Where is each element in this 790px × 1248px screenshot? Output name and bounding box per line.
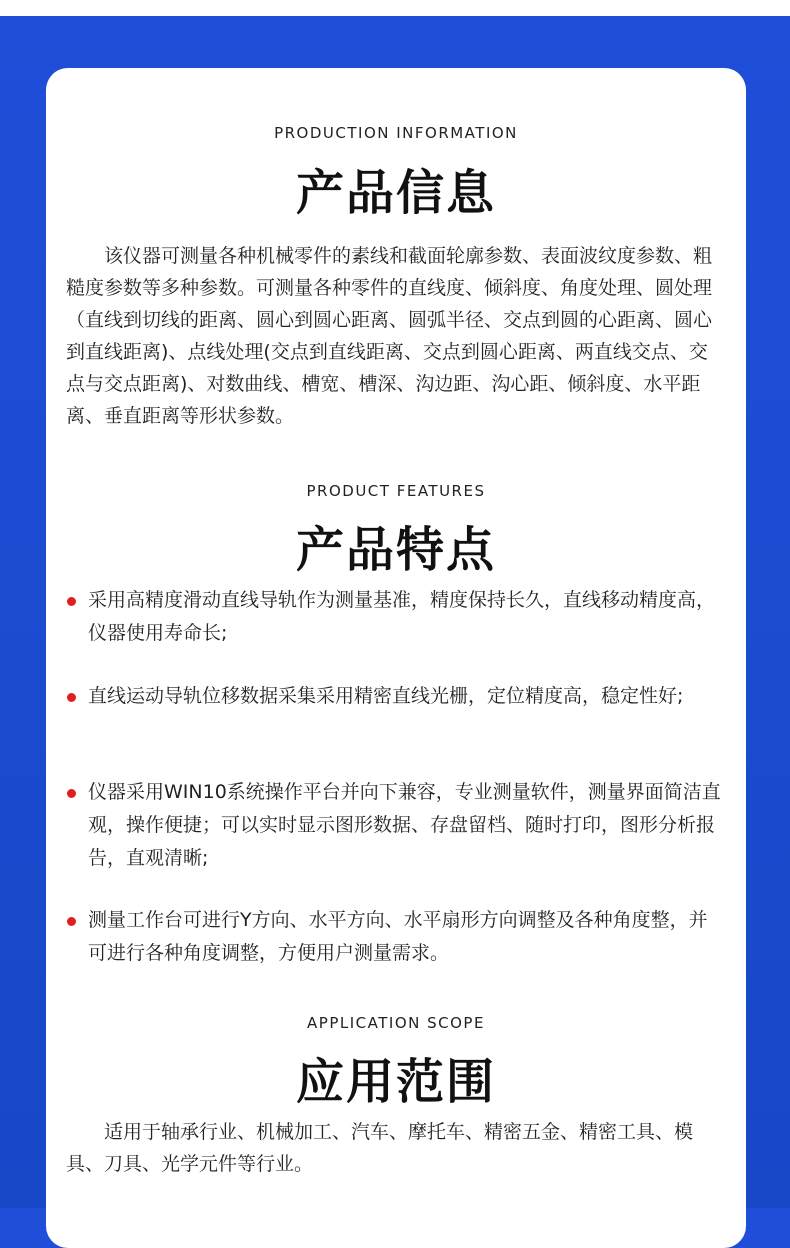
bullet-dot-icon [67,597,76,606]
features-heading-cn: 产品特点 [295,522,496,578]
feature-item [66,776,726,875]
bullet-dot-icon [67,917,76,926]
feature-text: 采用高精度滑动直线导轨作为测量基准，精度保持长久，直线移动精度高，仪器使用寿命长; [88,589,716,644]
top-strip [0,0,790,16]
feature-text: 测量工作台可进行Y方向、水平方向、水平扇形方向调整及各种角度整，并可进行各种角度调整，方便用户测量需求。 [88,909,708,964]
feature-text: 仪器采用WIN10系统操作平台并向下兼容，专业测量软件，测量界面简洁直观，操作便捷；可以实时显示图形数据、存盘留档、随时打印，图形分析报告，直观清晰; [88,781,721,869]
feature-item [66,904,726,970]
scope-heading-cn: 应用范围 [295,1054,496,1110]
feature-item [66,584,726,650]
feature-item [66,680,726,713]
scope-paragraph: 适用于轴承行业、机械加工、汽车、摩托车、精密五金、精密工具、模具、刀具、光学元件等行业。 [66,1121,694,1175]
scope-heading-en: APPLICATION SCOPE [307,1014,485,1032]
features-heading-en: PRODUCT FEATURES [306,482,486,500]
bullet-dot-icon [67,789,76,798]
info-paragraph: 该仪器可测量各种机械零件的素线和截面轮廓参数、表面波纹度参数、粗糙度参数等多种参数。可测量各种零件的直线度、倾斜度、角度处理、圆处理（直线到切线的距离、圆心到圆心距离、圆弧半径、交点到圆的心距离、圆心到直线距离)、点线处理(交点到直线距离、交点到圆心距离、两直线交点、交点与交点距离)、对数曲线、槽宽、槽深、沟边距、沟心距、倾斜度、水平距离、垂直距离等形状参数。 [66,245,713,427]
info-heading-en: PRODUCTION INFORMATION [274,124,518,142]
bullet-dot-icon [67,693,76,702]
feature-text: 直线运动导轨位移数据采集采用精密直线光栅，定位精度高，稳定性好; [88,685,684,707]
content-card [46,68,746,1248]
info-heading-cn: 产品信息 [295,165,496,221]
